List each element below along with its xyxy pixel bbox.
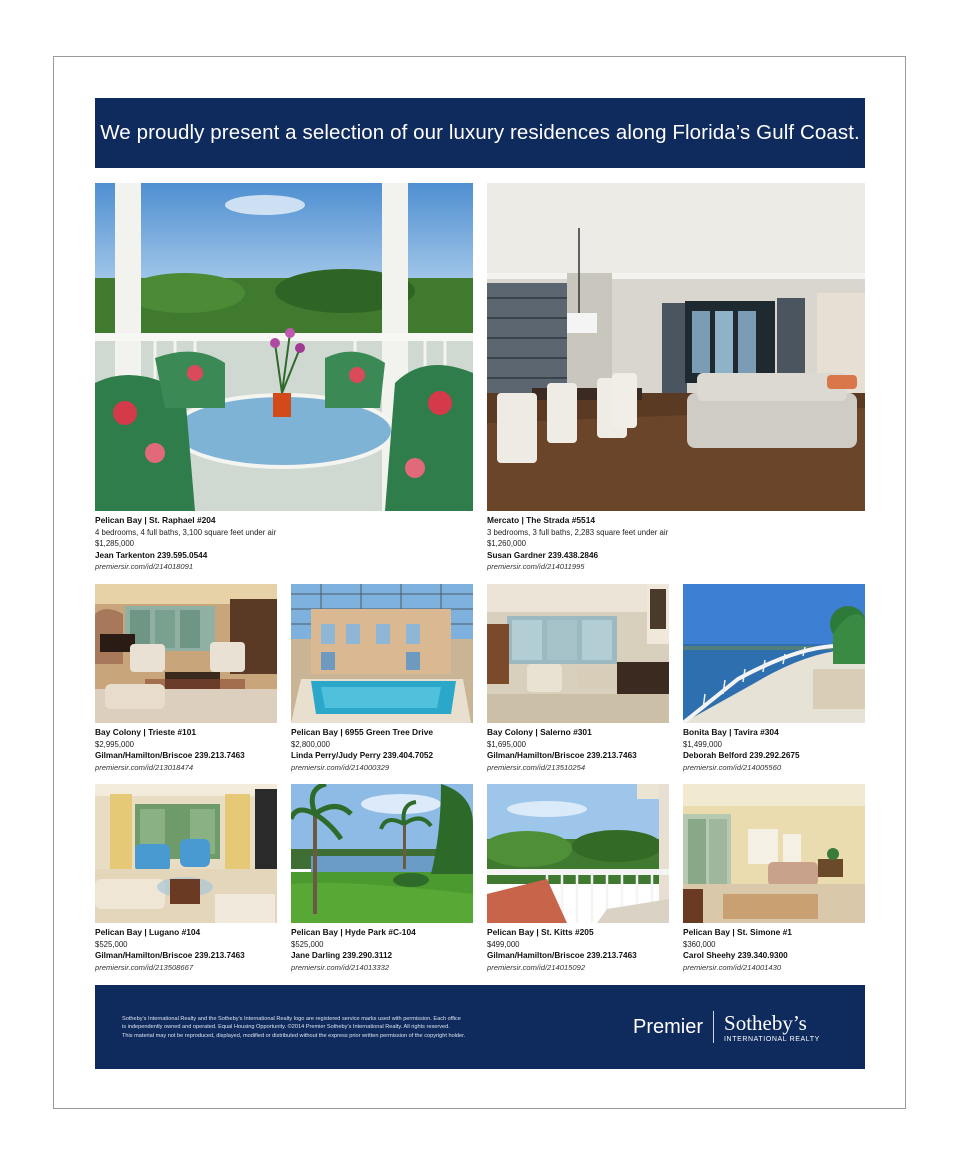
living-room-piano-photo [95,584,277,723]
listing-title: Bay Colony | Trieste #101 [95,727,197,737]
listing-card [291,584,473,773]
brand-logo [633,1009,820,1045]
listing-title: Pelican Bay | 6955 Green Tree Drive [291,727,434,737]
treetop-balcony-photo [487,784,669,923]
listing-price: $525,000 [95,939,128,949]
listing-url[interactable]: premiersir.com/id/214013332 [291,962,390,972]
listing-agent: Jean Tarkenton 239.595.0544 [95,550,208,560]
listing-card [95,784,277,973]
listing-card [487,584,669,773]
listing-title: Pelican Bay | St. Kitts #205 [487,927,594,937]
brand-divider [713,1011,714,1043]
listing-title: Pelican Bay | St. Simone #1 [683,927,792,937]
listing-url[interactable]: premiersir.com/id/213508667 [95,962,194,972]
listing-title: Pelican Bay | St. Raphael #204 [95,515,216,525]
balcony-dining-photo [95,183,473,511]
sunroom-living-photo [683,784,865,923]
blue-chairs-living-room-photo [95,784,277,923]
listing-price: $525,000 [291,939,324,949]
headline: We proudly present a selection of our luxury residences along Florida’s Gulf Coast. [100,121,860,144]
listing-details: 3 bedrooms, 3 full baths, 2,283 square feet under air [487,527,669,537]
listing-card [95,183,473,573]
listing-agent: Gilman/Hamilton/Briscoe 239.213.7463 [487,951,637,960]
listing-agent: Gilman/Hamilton/Briscoe 239.213.7463 [487,751,637,760]
listing-price: $360,000 [683,939,716,949]
listing-title: Pelican Bay | Lugano #104 [95,927,201,937]
palm-lawn-lake-photo [291,784,473,923]
listing-url[interactable]: premiersir.com/id/214000329 [291,762,390,772]
listing-url[interactable]: premiersir.com/id/213510254 [487,762,586,772]
listing-url[interactable]: premiersir.com/id/214015092 [487,962,586,972]
listing-card [487,784,669,973]
listing-card [95,584,277,773]
listing-url[interactable]: premiersir.com/id/214005560 [683,762,782,772]
listing-card [487,183,865,573]
listing-url[interactable]: premiersir.com/id/214018091 [95,562,194,571]
legal-line: is independently owned and operated. Equal Housing Opportunity. ©2014 Premier Sotheby’s International Realty. All rights reserved. [122,1024,450,1031]
bay-view-balcony-photo [683,584,865,723]
listing-price: $1,285,000 [95,539,135,548]
listing-agent: Susan Gardner 239.438.2846 [487,550,599,560]
listing-card [291,784,473,973]
listing-price: $1,499,000 [683,739,723,749]
listing-url[interactable]: premiersir.com/id/214001430 [683,962,782,972]
brand-intl: INTERNATIONAL REALTY [724,1035,820,1043]
listing-card [683,784,865,973]
living-room-photo [487,584,669,723]
listing-agent: Gilman/Hamilton/Briscoe 239.213.7463 [95,751,245,760]
listing-title: Mercato | The Strada #5514 [487,515,596,525]
listing-agent: Carol Sheehy 239.340.9300 [683,951,788,960]
listing-url[interactable]: premiersir.com/id/213018474 [95,762,194,772]
listing-title: Bay Colony | Salerno #301 [487,727,592,737]
listing-price: $2,995,000 [95,739,135,749]
listing-agent: Deborah Belford 239.292.2675 [683,751,800,760]
pool-house-photo [291,584,473,723]
header-banner [95,98,865,168]
footer-banner [95,985,865,1069]
brand-premier: Premier [633,1015,704,1038]
listing-title: Bonita Bay | Tavira #304 [683,727,779,737]
legal-line: This material may not be reproduced, displayed, modified or distributed without the express prior written permission of the copyright holder. [122,1032,466,1039]
dining-living-room-photo [487,183,865,511]
listing-agent: Linda Perry/Judy Perry 239.404.7052 [291,751,434,760]
listing-card [683,584,865,773]
listing-price: $1,260,000 [487,539,527,548]
listing-agent: Jane Darling 239.290.3112 [291,951,393,960]
listing-title: Pelican Bay | Hyde Park #C-104 [291,927,416,937]
listing-details: 4 bedrooms, 4 full baths, 3,100 square feet under air [95,527,277,537]
listing-url[interactable]: premiersir.com/id/214011995 [487,562,585,571]
listing-price: $499,000 [487,939,520,949]
legal-line: Sotheby’s International Realty and the Sotheby’s International Realty logo are registered service marks used with permission. Each office [122,1016,461,1022]
listing-agent: Gilman/Hamilton/Briscoe 239.213.7463 [95,951,245,960]
listing-price: $1,695,000 [487,739,527,749]
listing-price: $2,800,000 [291,739,331,749]
legal-disclaimer [122,1015,522,1040]
brand-sothebys: Sotheby’s [724,1010,807,1035]
